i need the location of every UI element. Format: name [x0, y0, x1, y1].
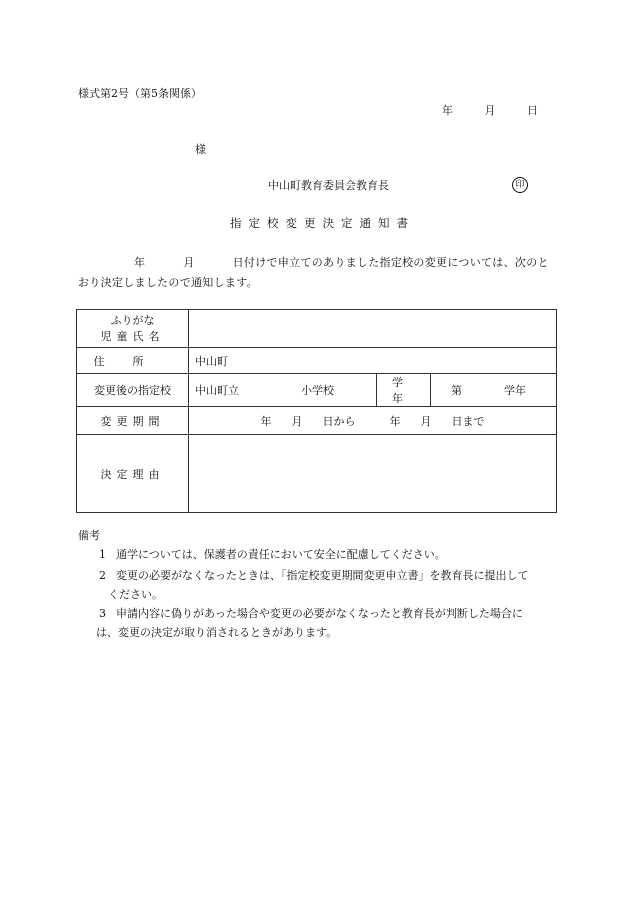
grade-value — [431, 374, 557, 407]
body-text: 日付けで申立てのありました指定校の変更については、次のとおり決定しましたので通知します。 — [78, 256, 549, 289]
body-month: 月 — [183, 256, 195, 269]
document-title: 指定校変更決定通知書 — [230, 216, 415, 230]
school-value — [189, 374, 377, 407]
remark-number: 1 — [99, 548, 106, 561]
body-year: 年 — [134, 256, 146, 269]
remark-text: 申請内容に偽りがあった場合や変更の必要がなくなったと教育長が判断した場合に — [116, 607, 523, 620]
school-suffix: 小学校 — [301, 384, 334, 397]
address-value: 中山町 — [189, 348, 557, 374]
school-town: 中山町立 — [195, 384, 239, 397]
remarks-title: 備考 — [78, 529, 100, 542]
date-day: 日 — [527, 104, 538, 117]
reason-value — [189, 435, 557, 513]
remark-text: 変更の必要がなくなったときは、「指定校変更期間変更申立書」を教育長に提出して — [116, 569, 529, 582]
grade-prefix: 第 — [451, 384, 462, 397]
remark-text-continued: ください。 — [108, 588, 163, 601]
period-year2: 年 — [389, 414, 401, 428]
table-row-period — [77, 407, 557, 435]
name-label-cell — [77, 310, 189, 348]
remark-text-continued: は、変更の決定が取り消されるときがあります。 — [96, 626, 338, 639]
seal-icon: 印 — [512, 177, 528, 193]
table-row-address — [77, 348, 557, 374]
table-row-school — [77, 374, 557, 407]
notice-table — [76, 309, 557, 513]
grade-suffix: 学年 — [504, 384, 526, 397]
period-until: 日まで — [451, 414, 485, 428]
period-month2: 月 — [420, 414, 432, 428]
period-year1: 年 — [260, 414, 272, 428]
addressee-suffix: 様 — [195, 143, 206, 156]
issuer: 中山町教育委員会教育長 — [268, 179, 389, 192]
furigana-label: ふりがな — [110, 313, 155, 327]
child-name-value — [189, 310, 557, 348]
remark-item-1 — [78, 545, 558, 564]
date-month: 月 — [484, 104, 496, 117]
date-line — [442, 105, 538, 116]
reason-label: 決定理由 — [77, 435, 189, 513]
table-row-name — [77, 310, 557, 348]
remark-item-3 — [78, 604, 558, 642]
period-value — [189, 407, 557, 435]
remark-text: 通学については、保護者の責任において安全に配慮してください。 — [116, 548, 446, 561]
child-name-label: 児童氏名 — [100, 329, 165, 343]
grade-label: 学年 — [377, 374, 431, 407]
remark-number: 2 — [99, 569, 106, 582]
body-paragraph — [78, 253, 558, 293]
table-row-reason — [77, 435, 557, 513]
date-year: 年 — [442, 104, 453, 117]
period-label: 変更期間 — [77, 407, 189, 435]
period-month1: 月 — [291, 414, 303, 428]
remark-number: 3 — [99, 607, 106, 620]
school-label: 変更後の指定校 — [77, 374, 189, 407]
period-from: 日から — [322, 414, 356, 428]
remark-item-2 — [78, 566, 558, 604]
address-label: 住所 — [77, 348, 189, 374]
form-number: 様式第2号（第5条関係） — [78, 87, 202, 100]
